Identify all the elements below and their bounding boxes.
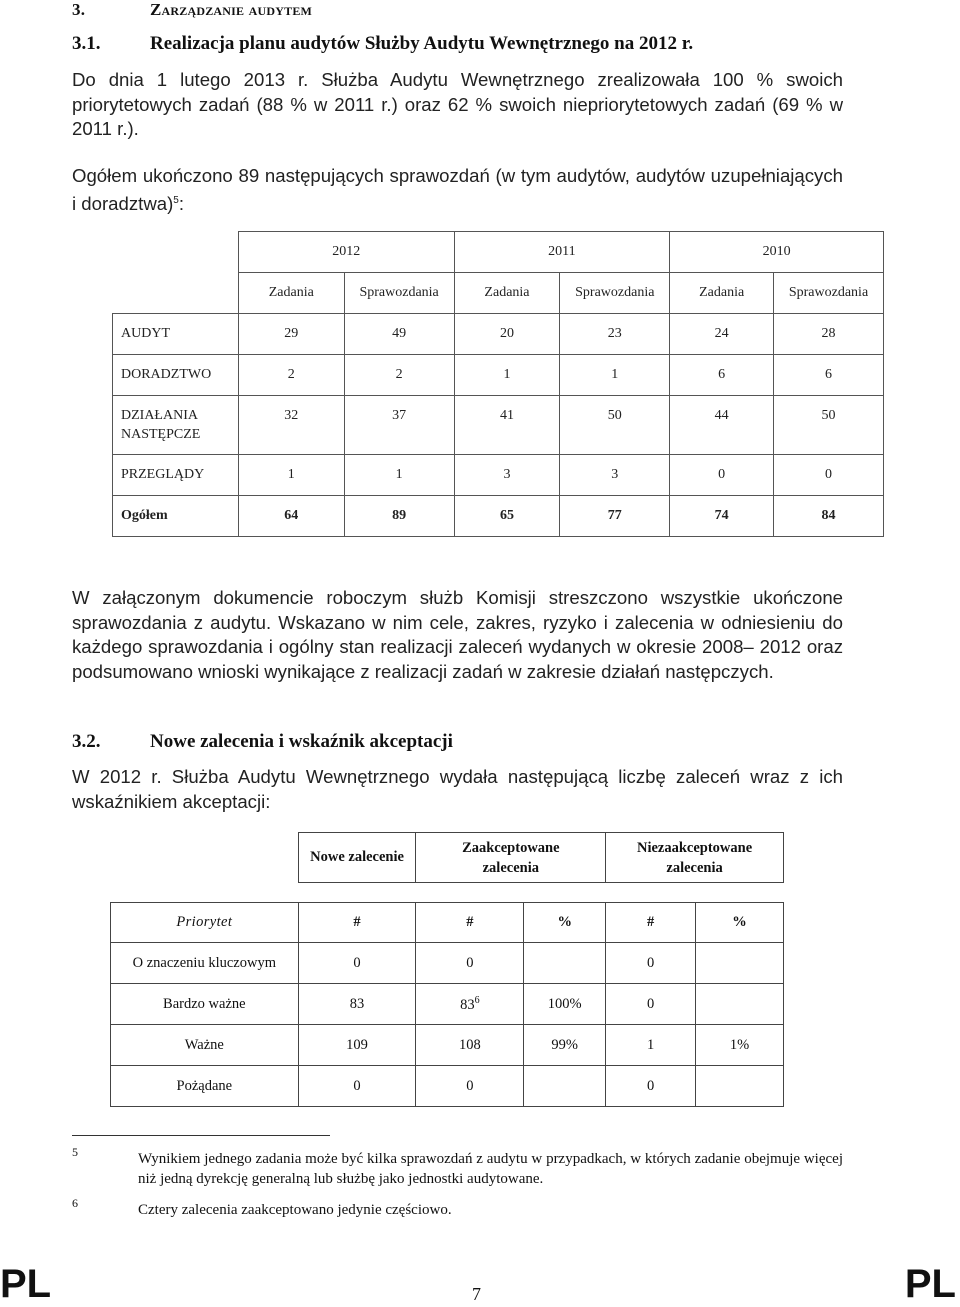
language-code-left: PL — [0, 1262, 52, 1306]
empty-corner — [111, 833, 299, 883]
table-cell: 64 — [238, 496, 344, 537]
row-label: DORADZTWO — [113, 355, 239, 396]
table-cell: 37 — [344, 396, 454, 455]
table-row — [111, 1025, 784, 1066]
page-number: 7 — [472, 1284, 481, 1304]
header-rejected-line: Niezaakceptowane — [636, 839, 753, 856]
table-cell: 100% — [524, 984, 606, 1025]
subheader-cell: Sprawozdania — [560, 273, 670, 314]
table-cell: 0 — [774, 455, 884, 496]
section-3-1-title: Realizacja planu audytów Służby Audytu Wewnętrznego na 2012 r. — [150, 33, 694, 54]
unit-cell: # — [298, 903, 416, 943]
table-cell — [696, 984, 784, 1025]
priority-label: Priorytet — [111, 903, 299, 943]
row-label: Ogółem — [113, 496, 239, 537]
section-3-heading — [72, 0, 312, 20]
spacer-cell — [298, 883, 783, 903]
empty-corner — [113, 232, 239, 273]
table-cell: 20 — [454, 314, 560, 355]
table-cell: 28 — [774, 314, 884, 355]
table-cell: 6 — [774, 355, 884, 396]
paragraph-completion-rate: Do dnia 1 lutego 2013 r. Służba Audytu Wewnętrznego zrealizowała 100 % swoich priorytetowych zadań (88 % w 2011 r.) oraz 62 % swoich niepriorytetowych zadań (69 % w 2011 r.). — [72, 69, 843, 139]
table-cell — [416, 984, 524, 1025]
recommendations-table — [110, 832, 784, 1107]
table-cell: 49 — [344, 314, 454, 355]
unit-cell: % — [524, 903, 606, 943]
table-cell: 77 — [560, 496, 670, 537]
section-3-number: 3. — [72, 0, 86, 19]
row-label-line: DZIAŁANIA — [121, 408, 198, 423]
year-header: 2012 — [238, 232, 454, 273]
table-cell — [524, 943, 606, 984]
table-cell: 0 — [606, 943, 696, 984]
table-row — [113, 355, 884, 396]
section-3-2-heading — [72, 731, 453, 753]
table-cell: 50 — [774, 396, 884, 455]
spacer-row — [111, 883, 784, 903]
header-accepted — [416, 833, 606, 883]
header-accepted-line: zalecenia — [482, 859, 539, 876]
reports-table — [112, 231, 884, 537]
subheader-cell: Zadania — [670, 273, 774, 314]
table-cell: 99% — [524, 1025, 606, 1066]
subheader-cell: Sprawozdania — [344, 273, 454, 314]
row-label: PRZEGLĄDY — [113, 455, 239, 496]
table-cell — [696, 943, 784, 984]
row-label: AUDYT — [113, 314, 239, 355]
footnote-ref-6[interactable]: 6 — [474, 994, 480, 1006]
table-row — [113, 314, 884, 355]
row-label: Bardzo ważne — [111, 984, 299, 1025]
table-cell: 3 — [454, 455, 560, 496]
table-cell: 29 — [238, 314, 344, 355]
footnote-text: Wynikiem jednego zadania może być kilka sprawozdań z audytu w przypadkach, w których zadanie obejmuje więcej niż jedną dyrekcję generalną lub służbę jako jednostki audytowane. — [138, 1151, 843, 1187]
header-row — [111, 833, 784, 883]
table-cell: 84 — [774, 496, 884, 537]
table-cell: 89 — [344, 496, 454, 537]
unit-cell: # — [606, 903, 696, 943]
table-cell: 41 — [454, 396, 560, 455]
table-cell: 1 — [560, 355, 670, 396]
paragraph-reports-text: Ogółem ukończono 89 następujących sprawozdań (w tym audytów, audytów uzupełniających i doradztwa) — [72, 165, 843, 214]
table-cell: 0 — [606, 1066, 696, 1107]
table-row — [113, 396, 884, 455]
header-new-recommendation: Nowe zalecenie — [298, 833, 416, 883]
table-cell — [696, 1066, 784, 1107]
table-cell-value: 83 — [460, 996, 475, 1013]
paragraph-reports-count — [72, 164, 843, 216]
table-cell: 23 — [560, 314, 670, 355]
section-3-1-number: 3.1. — [72, 33, 101, 54]
table-cell: 0 — [416, 1066, 524, 1107]
table-cell: 1 — [238, 455, 344, 496]
table-row — [111, 1066, 784, 1107]
table-cell: 6 — [670, 355, 774, 396]
header-rejected — [606, 833, 784, 883]
empty-corner — [113, 273, 239, 314]
year-header: 2010 — [670, 232, 884, 273]
section-3-2-title: Nowe zalecenia i wskaźnik akceptacji — [150, 731, 453, 752]
section-3-title: Zarządzanie audytem — [150, 0, 313, 19]
row-label: Ważne — [111, 1025, 299, 1066]
section-3-2-number: 3.2. — [72, 731, 101, 752]
table-row — [111, 984, 784, 1025]
header-rejected-line: zalecenia — [666, 859, 723, 876]
row-label — [113, 396, 239, 455]
footnote-separator — [72, 1135, 330, 1136]
paragraph-working-document: W załączonym dokumencie roboczym służb Komisji streszczono wszystkie ukończone sprawozdania z audytu. Wskazano w nim cele, zakres, ryzyko i zalecenia w odniesieniu do każdego sprawozdania i ogólny stan realizacji zaleceń wydanych w okresie 2008– 2012 oraz podsumowano wnioski wynikające z realizacji zadań w zakresie działań następczych. — [72, 587, 843, 682]
table-cell: 0 — [298, 943, 416, 984]
section-3-1-heading — [72, 33, 693, 55]
table-cell: 109 — [298, 1025, 416, 1066]
table-cell: 0 — [416, 943, 524, 984]
paragraph-recommendations: W 2012 r. Służba Audytu Wewnętrznego wydała następującą liczbę zaleceń wraz z ich wskaźnikiem akceptacji: — [72, 766, 843, 812]
table-cell: 1% — [696, 1025, 784, 1066]
table-cell: 3 — [560, 455, 670, 496]
table-cell: 1 — [606, 1025, 696, 1066]
table-cell: 0 — [606, 984, 696, 1025]
total-row — [113, 496, 884, 537]
table-cell: 1 — [344, 455, 454, 496]
table-row — [113, 455, 884, 496]
unit-cell: # — [416, 903, 524, 943]
table-cell: 24 — [670, 314, 774, 355]
subheader-row — [113, 273, 884, 314]
units-row — [111, 903, 784, 943]
year-header-row — [113, 232, 884, 273]
year-header: 2011 — [454, 232, 670, 273]
footnote-text: Cztery zalecenia zaakceptowano jedynie częściowo. — [138, 1202, 452, 1218]
table-cell: 32 — [238, 396, 344, 455]
footnote-ref-5[interactable]: 5 — [173, 194, 179, 206]
row-label: Pożądane — [111, 1066, 299, 1107]
table-cell: 1 — [454, 355, 560, 396]
unit-cell: % — [696, 903, 784, 943]
table-cell: 2 — [344, 355, 454, 396]
footnote-number: 5 — [72, 1145, 78, 1159]
table-cell: 83 — [298, 984, 416, 1025]
table-row — [111, 943, 784, 984]
table-cell: 74 — [670, 496, 774, 537]
table-cell: 44 — [670, 396, 774, 455]
language-code-right: PL — [904, 1262, 956, 1306]
row-label-line: NASTĘPCZE — [121, 427, 201, 442]
subheader-cell: Sprawozdania — [774, 273, 884, 314]
footnote-number: 6 — [72, 1196, 78, 1210]
table-cell: 65 — [454, 496, 560, 537]
subheader-cell: Zadania — [454, 273, 560, 314]
table-cell: 0 — [670, 455, 774, 496]
spacer-cell — [111, 883, 299, 903]
table-cell — [524, 1066, 606, 1107]
table-cell: 0 — [298, 1066, 416, 1107]
table-cell: 50 — [560, 396, 670, 455]
table-cell: 2 — [238, 355, 344, 396]
paragraph-reports-colon: : — [178, 192, 185, 214]
row-label: O znaczeniu kluczowym — [111, 943, 299, 984]
header-accepted-line: Zaakceptowane — [462, 839, 560, 856]
table-cell: 108 — [416, 1025, 524, 1066]
subheader-cell: Zadania — [238, 273, 344, 314]
